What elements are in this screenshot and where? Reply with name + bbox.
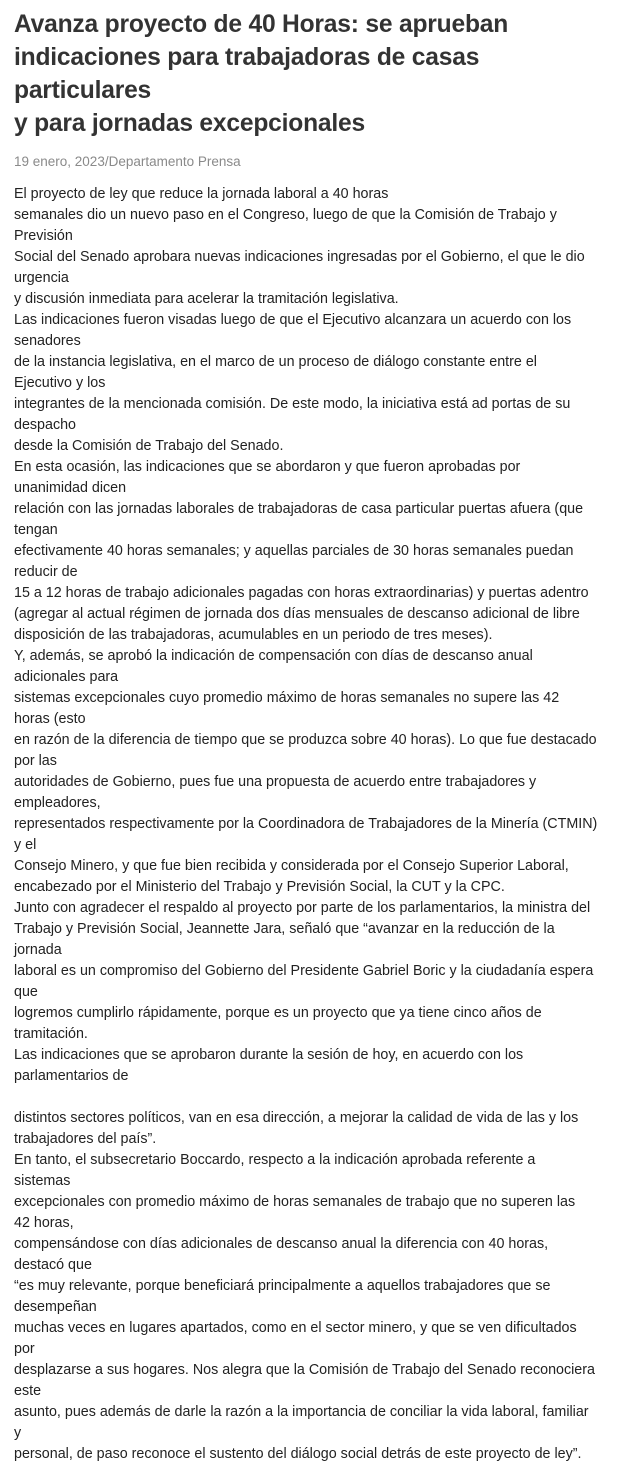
body-text-line: encabezado por el Ministerio del Trabajo y Previsión Social, la CUT y la CPC.: [14, 879, 505, 895]
article-body-block-2: [14, 1108, 622, 1465]
body-text-line: unanimidad dicen: [14, 480, 127, 496]
paragraph-gap: [14, 1087, 622, 1108]
body-text-line: parlamentarios de: [14, 1068, 129, 1084]
article-body: [14, 184, 622, 1465]
body-text-line: jornada: [14, 942, 62, 958]
body-text-line: adicionales para: [14, 669, 119, 685]
title-line: y para jornadas excepcionales: [14, 110, 365, 137]
body-text-line: muchas veces en lugares apartados, como en el sector minero, y que se ven dificultados: [14, 1320, 577, 1336]
body-text-line: logremos cumplirlo rápidamente, porque es un proyecto que ya tiene cinco años de: [14, 1005, 542, 1021]
body-text-line: despacho: [14, 417, 77, 433]
body-text-line: este: [14, 1383, 42, 1399]
body-text-line: relación con las jornadas laborales de trabajadoras de casa particular puertas afuera (que: [14, 501, 584, 517]
body-text-line: 42 horas,: [14, 1215, 74, 1231]
body-text-line: tramitación.: [14, 1026, 88, 1042]
body-text-line: empleadores,: [14, 795, 101, 811]
body-text-line: en razón de la diferencia de tiempo que se produzca sobre 40 horas). Lo que fue destacado: [14, 732, 597, 748]
body-text-line: reducir de: [14, 564, 78, 580]
body-text-line: urgencia: [14, 270, 69, 286]
body-text-line: disposición de las trabajadoras, acumulables en un periodo de tres meses).: [14, 627, 493, 643]
body-text-line: excepcionales con promedio máximo de horas semanales de trabajo que no superen las: [14, 1194, 576, 1210]
body-text-line: personal, de paso reconoce el sustento del diálogo social detrás de este proyecto de ley”.: [14, 1446, 582, 1462]
body-text-line: sistemas excepcionales cuyo promedio máximo de horas semanales no supere las 42: [14, 690, 560, 706]
body-text-line: y el: [14, 837, 37, 853]
body-text-line: senadores: [14, 333, 81, 349]
article-body-block-1: [14, 184, 622, 1087]
body-text-line: efectivamente 40 horas semanales; y aquellas parciales de 30 horas semanales puedan: [14, 543, 574, 559]
title-line: Avanza proyecto de 40 Horas: se aprueban: [14, 11, 509, 38]
body-text-line: horas (esto: [14, 711, 86, 727]
body-text-line: integrantes de la mencionada comisión. De este modo, la iniciativa está ad portas de su: [14, 396, 571, 412]
body-text-line: tengan: [14, 522, 58, 538]
body-text-line: En esta ocasión, las indicaciones que se abordaron y que fueron aprobadas por: [14, 459, 521, 475]
body-text-line: Las indicaciones que se aprobaron durante la sesión de hoy, en acuerdo con los: [14, 1047, 524, 1063]
body-text-line: Previsión: [14, 228, 73, 244]
body-text-line: En tanto, el subsecretario Boccardo, respecto a la indicación aprobada referente a: [14, 1152, 536, 1168]
body-text-line: que: [14, 984, 38, 1000]
body-text-line: de la instancia legislativa, en el marco de un proceso de diálogo constante entre el: [14, 354, 537, 370]
body-text-line: representados respectivamente por la Coordinadora de Trabajadores de la Minería (CTMIN): [14, 816, 598, 832]
body-text-line: Junto con agradecer el respaldo al proyecto por parte de los parlamentarios, la ministra del: [14, 900, 591, 916]
body-text-line: y: [14, 1425, 22, 1441]
body-text-line: compensándose con días adicionales de descanso anual la diferencia con 40 horas,: [14, 1236, 549, 1252]
body-text-line: “es muy relevante, porque beneficiará principalmente a aquellos trabajadores que se: [14, 1278, 551, 1294]
body-text-line: y discusión inmediata para acelerar la tramitación legislativa.: [14, 291, 399, 307]
body-text-line: por: [14, 1341, 35, 1357]
body-text-line: destacó que: [14, 1257, 92, 1273]
body-text-line: desde la Comisión de Trabajo del Senado.: [14, 438, 284, 454]
body-text-line: Consejo Minero, y que fue bien recibida y considerada por el Consejo Superior Laboral,: [14, 858, 569, 874]
body-text-line: semanales dio un nuevo paso en el Congreso, luego de que la Comisión de Trabajo y: [14, 207, 557, 223]
body-text-line: laboral es un compromiso del Gobierno del Presidente Gabriel Boric y la ciudadanía espera: [14, 963, 594, 979]
body-text-line: autoridades de Gobierno, pues fue una propuesta de acuerdo entre trabajadores y: [14, 774, 537, 790]
body-text-line: desplazarse a sus hogares. Nos alegra que la Comisión de Trabajo del Senado reconociera: [14, 1362, 595, 1378]
body-text-line: Social del Senado aprobara nuevas indicaciones ingresadas por el Gobierno, el que le dio: [14, 249, 585, 265]
body-text-line: Trabajo y Previsión Social, Jeannette Jara, señaló que “avanzar en la reducción de la: [14, 921, 555, 937]
body-text-line: desempeñan: [14, 1299, 97, 1315]
body-text-line: Las indicaciones fueron visadas luego de que el Ejecutivo alcanzara un acuerdo con los: [14, 312, 572, 328]
body-text-line: 15 a 12 horas de trabajo adicionales pagadas con horas extraordinarias) y puertas adentro: [14, 585, 589, 601]
article-meta: 19 enero, 2023/Departamento Prensa: [14, 154, 241, 169]
body-text-line: (agregar al actual régimen de jornada dos días mensuales de descanso adicional de libre: [14, 606, 580, 622]
title-line: indicaciones para trabajadoras de casas particulares: [14, 44, 480, 104]
article-title: [14, 8, 622, 140]
body-text-line: asunto, pues además de darle la razón a la importancia de conciliar la vida laboral, familiar: [14, 1404, 589, 1420]
body-text-line: por las: [14, 753, 57, 769]
body-text-line: trabajadores del país”.: [14, 1131, 157, 1147]
body-text-line: distintos sectores políticos, van en esa dirección, a mejorar la calidad de vida de las y los: [14, 1110, 579, 1126]
body-text-line: sistemas: [14, 1173, 71, 1189]
body-text-line: El proyecto de ley que reduce la jornada laboral a 40 horas: [14, 186, 389, 202]
body-text-line: Y, además, se aprobó la indicación de compensación con días de descanso anual: [14, 648, 533, 664]
news-article: [0, 8, 636, 1465]
body-text-line: Ejecutivo y los: [14, 375, 106, 391]
